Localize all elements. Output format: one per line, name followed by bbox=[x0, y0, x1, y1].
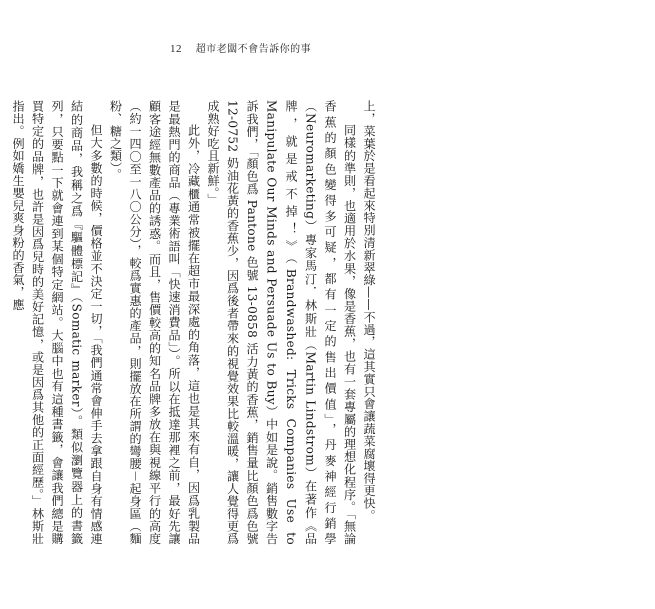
paragraph: 上，菜葉於是看起來特別清新翠綠——不過，這其實只會讓蔬菜腐壞得更快。 bbox=[362, 100, 376, 522]
paragraph: 同樣的準則，也適用於水果，像是香蕉，也有一套專屬的理想化程序。「無論香蕉的顏色變得多可疑，都有一定的售出價值」，丹麥神經行銷學（Neuromarketing）專家馬汀．林斯壯（Martin Lindstrom）在著作《品牌，就是戒不掉！》（Brandwashed: Tricks Companies Use to Manipulate Our Minds and Persuade Us to Buy）中如是說。銷售數字告訴我們，「顏色爲 Pantone 色號 13-0858 活力黃的香蕉，銷售量比顏色爲色號 12-0752 奶油花黃的香蕉少，因爲後者帶來的視覺效果比較溫暖，讓人覺得更爲成熟好吃且新鮮。」 bbox=[206, 100, 357, 545]
paragraph: 但大多數的時候，價格並不決定一切，「我們通常會伸手去拿跟自身有情感連結的商品，我稱之爲『驅體標記』（Somatic marker）。類似瀏覽器上的書籤列，只要點一下就會連到某個特定網站。大腦中也有這種書籤，會讓我們總是購買特定的品牌，也許是因爲兒時的美好記憶，或是因爲其他的正面經歷。」林斯壯指出。例如嬌生嬰兒爽身粉的香氣，應 bbox=[11, 100, 103, 545]
running-header bbox=[170, 40, 311, 55]
paragraph: 此外，冷藏櫃通常被擺在超市最深處的角落，這也是其來有自，因爲乳製品是最熱門的商品（專業術語叫「快速消費品」）。所以在抵達那裡之前，最好先讓顧客途經無數產品的誘惑。而且，售價較高的知名品牌多放在與視線平行的高度（約一四〇至一八〇公分），較爲實惠的產品，則擺放在所謂的彎腰－起身區（麵粉、糖之類）。 bbox=[108, 100, 201, 545]
page-number: 12 bbox=[170, 43, 182, 55]
body-text bbox=[8, 100, 379, 545]
running-title: 超市老闆不會告訴你的事 bbox=[195, 44, 312, 55]
